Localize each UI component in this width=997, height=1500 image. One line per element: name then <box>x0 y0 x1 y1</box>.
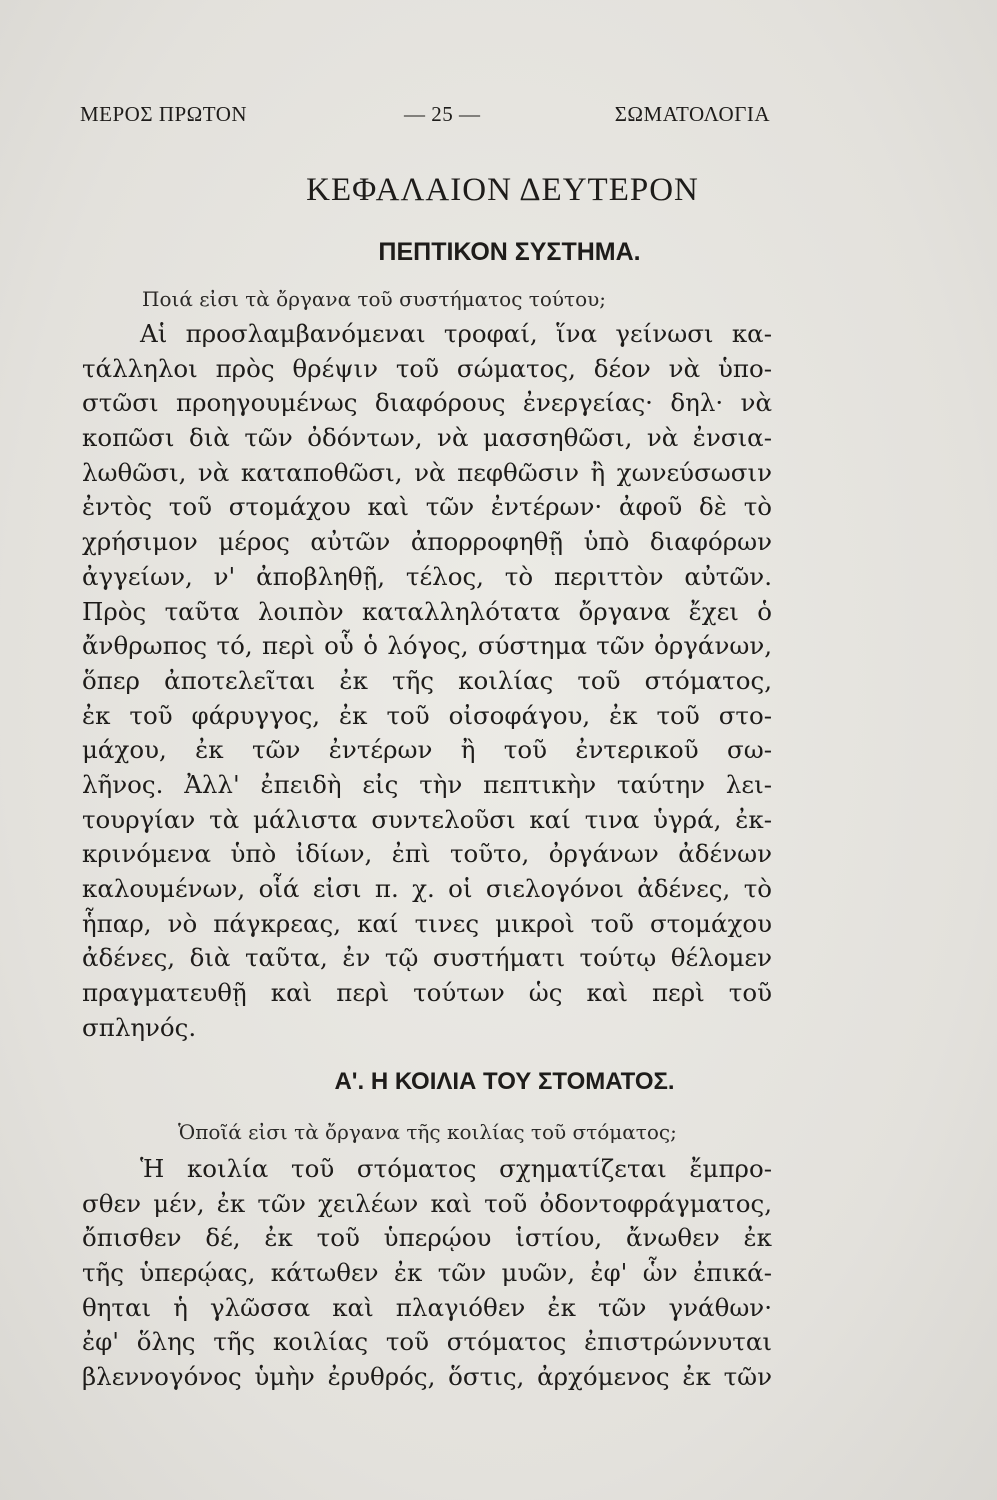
text-line: κρινόμενα ὑπὸ ἰδίων, ἐπὶ τοῦτο, ὀργάνων ἀδένων <box>82 839 772 869</box>
text-line: χρήσιμον μέρος αὐτῶν ἀπορροφηθῇ ὑπὸ διαφόρων <box>82 527 772 557</box>
text-line: ἄνθρωπος τό, περὶ οὗ ὁ λόγος, σύστημα τῶν ὀργάνων, <box>82 631 772 661</box>
text-line: ἐκ τοῦ φάρυγγος, ἐκ τοῦ οἰσοφάγου, ἐκ τοῦ στο- <box>82 700 772 730</box>
text-line: πραγματευθῇ καὶ περὶ τούτων ὡς καὶ περὶ τοῦ <box>82 978 772 1008</box>
text-line: Ἡ κοιλία τοῦ στόματος σχηματίζεται ἔμπρο- <box>140 1154 772 1183</box>
question-1: Ποιά εἰσι τὰ ὄργανα τοῦ συστήματος τούτου; <box>142 287 607 311</box>
text-line: ἐντὸς τοῦ στομάχου καὶ τῶν ἐντέρων· ἀφοῦ δὲ τὸ <box>82 492 772 522</box>
text-line: μάχου, ἐκ τῶν ἐντέρων ἢ τοῦ ἐντερικοῦ σω- <box>82 735 772 765</box>
text-line: ἧπαρ, νὸ πάγκρεας, καί τινες μικροὶ τοῦ στομάχου <box>82 908 772 938</box>
text-line: σπληνός. <box>82 1012 197 1042</box>
text-line: τάλληλοι πρὸς θρέψιν τοῦ σώματος, δέον νὰ ὑπο- <box>82 353 772 383</box>
text-line: καλουμένων, οἷά εἰσι π. χ. οἱ σιελογόνοι ἀδένες, τὸ <box>82 874 772 903</box>
section-title: ΠΕΠΤΙΚΟΝ ΣΥΣΤΗΜΑ. <box>378 238 641 266</box>
text-line: κοπῶσι διὰ τῶν ὀδόντων, νὰ μασσηθῶσι, νὰ ἐνσια- <box>82 423 772 453</box>
text-line: βλεννογόνος ὑμὴν ἐρυθρός, ὅστις, ἀρχόμενος ἐκ τῶν <box>82 1362 772 1392</box>
text-line: σθεν μέν, ἐκ τῶν χειλέων καὶ τοῦ ὀδοντοφράγματος, <box>82 1188 772 1218</box>
header-book-title: ΣΩΜΑΤΟΛΟΓΙΑ <box>614 102 770 126</box>
question-2: Ὁποῖά εἰσι τὰ ὄργανα τῆς κοιλίας τοῦ στόματος; <box>178 1120 677 1144</box>
text-line: θηται ἡ γλῶσσα καὶ πλαγιόθεν ἐκ τῶν γνάθων· <box>82 1292 772 1322</box>
text-line: λωθῶσι, νὰ καταποθῶσι, νὰ πεφθῶσιν ἢ χωνεύσωσιν <box>82 457 772 487</box>
text-line: στῶσι προηγουμένως διαφόρους ἐνεργείας· δηλ· νὰ <box>82 388 772 418</box>
text-line: ἀδένες, διὰ ταῦτα, ἐν τῷ συστήματι τούτῳ θέλομεν <box>82 943 772 973</box>
subsection-title: Α'. Η ΚΟΙΛΙΑ ΤΟΥ ΣΤΟΜΑΤΟΣ. <box>334 1068 675 1095</box>
text-line: Αἱ προσλαμβανόμεναι τροφαί, ἵνα γείνωσι κα- <box>140 319 772 348</box>
page-number: — 25 — <box>404 102 481 126</box>
header-part-title: ΜΕΡΟΣ ΠΡΩΤΟΝ <box>80 102 248 126</box>
text-line: ὄπισθεν δέ, ἐκ τοῦ ὑπερῴου ἱστίου, ἄνωθεν ἐκ <box>82 1223 772 1253</box>
running-header <box>80 102 770 132</box>
paragraph-2 <box>82 1152 772 1395</box>
chapter-title: ΚΕΦΑΛΑΙΟΝ ΔΕΥΤΕΡΟΝ <box>306 172 699 208</box>
text-line: ὅπερ ἀποτελεῖται ἐκ τῆς κοιλίας τοῦ στόματος, <box>82 665 772 695</box>
paragraph-1 <box>82 317 772 1045</box>
text-line: ἐφ' ὅλης τῆς κοιλίας τοῦ στόματος ἐπιστρώννυται <box>82 1327 772 1357</box>
text-line: τῆς ὑπερῴας, κάτωθεν ἐκ τῶν μυῶν, ἐφ' ὧν ἐπικά- <box>82 1258 772 1288</box>
text-line: λῆνος. Ἀλλ' ἐπειδὴ εἰς τὴν πεπτικὴν ταύτην λει- <box>82 769 772 799</box>
text-line: ἀγγείων, ν' ἀποβληθῇ, τέλος, τὸ περιττὸν αὐτῶν. <box>82 561 772 591</box>
text-line: Πρὸς ταῦτα λοιπὸν καταλληλότατα ὄργανα ἔχει ὁ <box>82 596 772 626</box>
text-line: τουργίαν τὰ μάλιστα συντελοῦσι καί τινα ὑγρά, ἐκ- <box>82 804 772 834</box>
